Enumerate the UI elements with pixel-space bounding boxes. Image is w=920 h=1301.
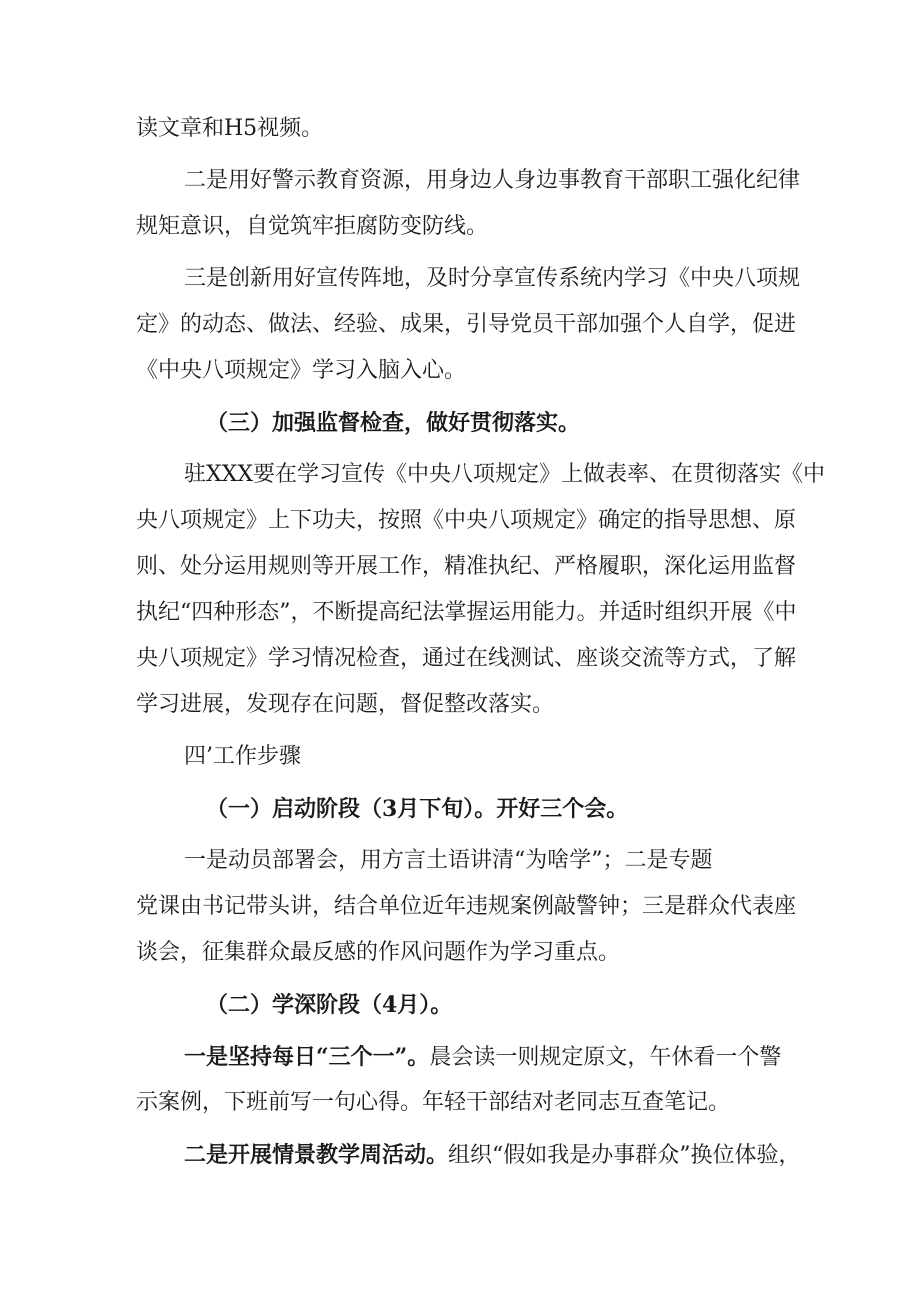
- paragraph-line: 党课由书记带头讲，结合单位近年违规案例敲警钟；三是群众代表座: [136, 894, 797, 919]
- paragraph-line: 执纪“四种形态”，不断提高纪法掌握运用能力。并适时组织开展《中: [136, 600, 797, 625]
- paragraph-line: 示案例，下班前写一句心得。年轻干部结对老同志互查笔记。: [136, 1090, 731, 1115]
- paragraph-line: [0, 1042, 920, 1073]
- section-heading: （一）启动阶段（3月下旬）。开好三个会。: [206, 796, 629, 822]
- paragraph-line: 二是用好警示教育资源，用身边人身边事教育干部职工强化纪律: [184, 168, 801, 193]
- paragraph-line: 定》的动态、做法、经验、成果，引导党员干部加强个人自学，促进: [136, 312, 797, 337]
- paragraph-line: 谈会，征集群众最反感的作风问题作为学习重点。: [136, 940, 621, 965]
- paragraph-text: 组织“假如我是办事群众”换位体验，: [448, 1143, 801, 1168]
- section-heading: 四’工作步骤: [184, 744, 301, 769]
- lead-phrase: 一是坚持每日“三个一”。: [184, 1044, 430, 1070]
- paragraph-line: 一是动员部署会，用方言土语讲清“为啥学”；二是专题: [184, 848, 713, 873]
- paragraph-line: 三是创新用好宣传阵地，及时分享宣传系统内学习《中央八项规: [184, 266, 801, 291]
- lead-phrase: 二是开展情景教学周活动。: [184, 1142, 449, 1168]
- paragraph-text: 晨会读一则规定原文，午休看一个警: [429, 1045, 782, 1070]
- paragraph-line: 《中央八项规定》学习入脑入心。: [136, 358, 467, 383]
- paragraph-line: 驻XXX要在学习宣传《中央八项规定》上做表率、在贯彻落实《中: [184, 462, 825, 487]
- paragraph-line: 读文章和H5视频。: [136, 116, 324, 141]
- paragraph-line: 则、处分运用规则等开展工作，精准执纪、严格履职，深化运用监督: [136, 554, 797, 579]
- paragraph-line: 规矩意识，自觉筑牢拒腐防变防线。: [136, 214, 489, 239]
- paragraph-line: 央八项规定》学习情况检查，通过在线测试、座谈交流等方式，了解: [136, 646, 797, 671]
- paragraph-line: [0, 1140, 920, 1171]
- paragraph-line: 学习进展，发现存在问题，督促整改落实。: [136, 692, 555, 717]
- section-heading: （三）加强监督检查，做好贯彻落实。: [206, 410, 581, 436]
- section-heading: （二）学深阶段（4月）。: [206, 992, 453, 1018]
- paragraph-line: 央八项规定》上下功夫，按照《中央八项规定》确定的指导思想、原: [136, 508, 797, 533]
